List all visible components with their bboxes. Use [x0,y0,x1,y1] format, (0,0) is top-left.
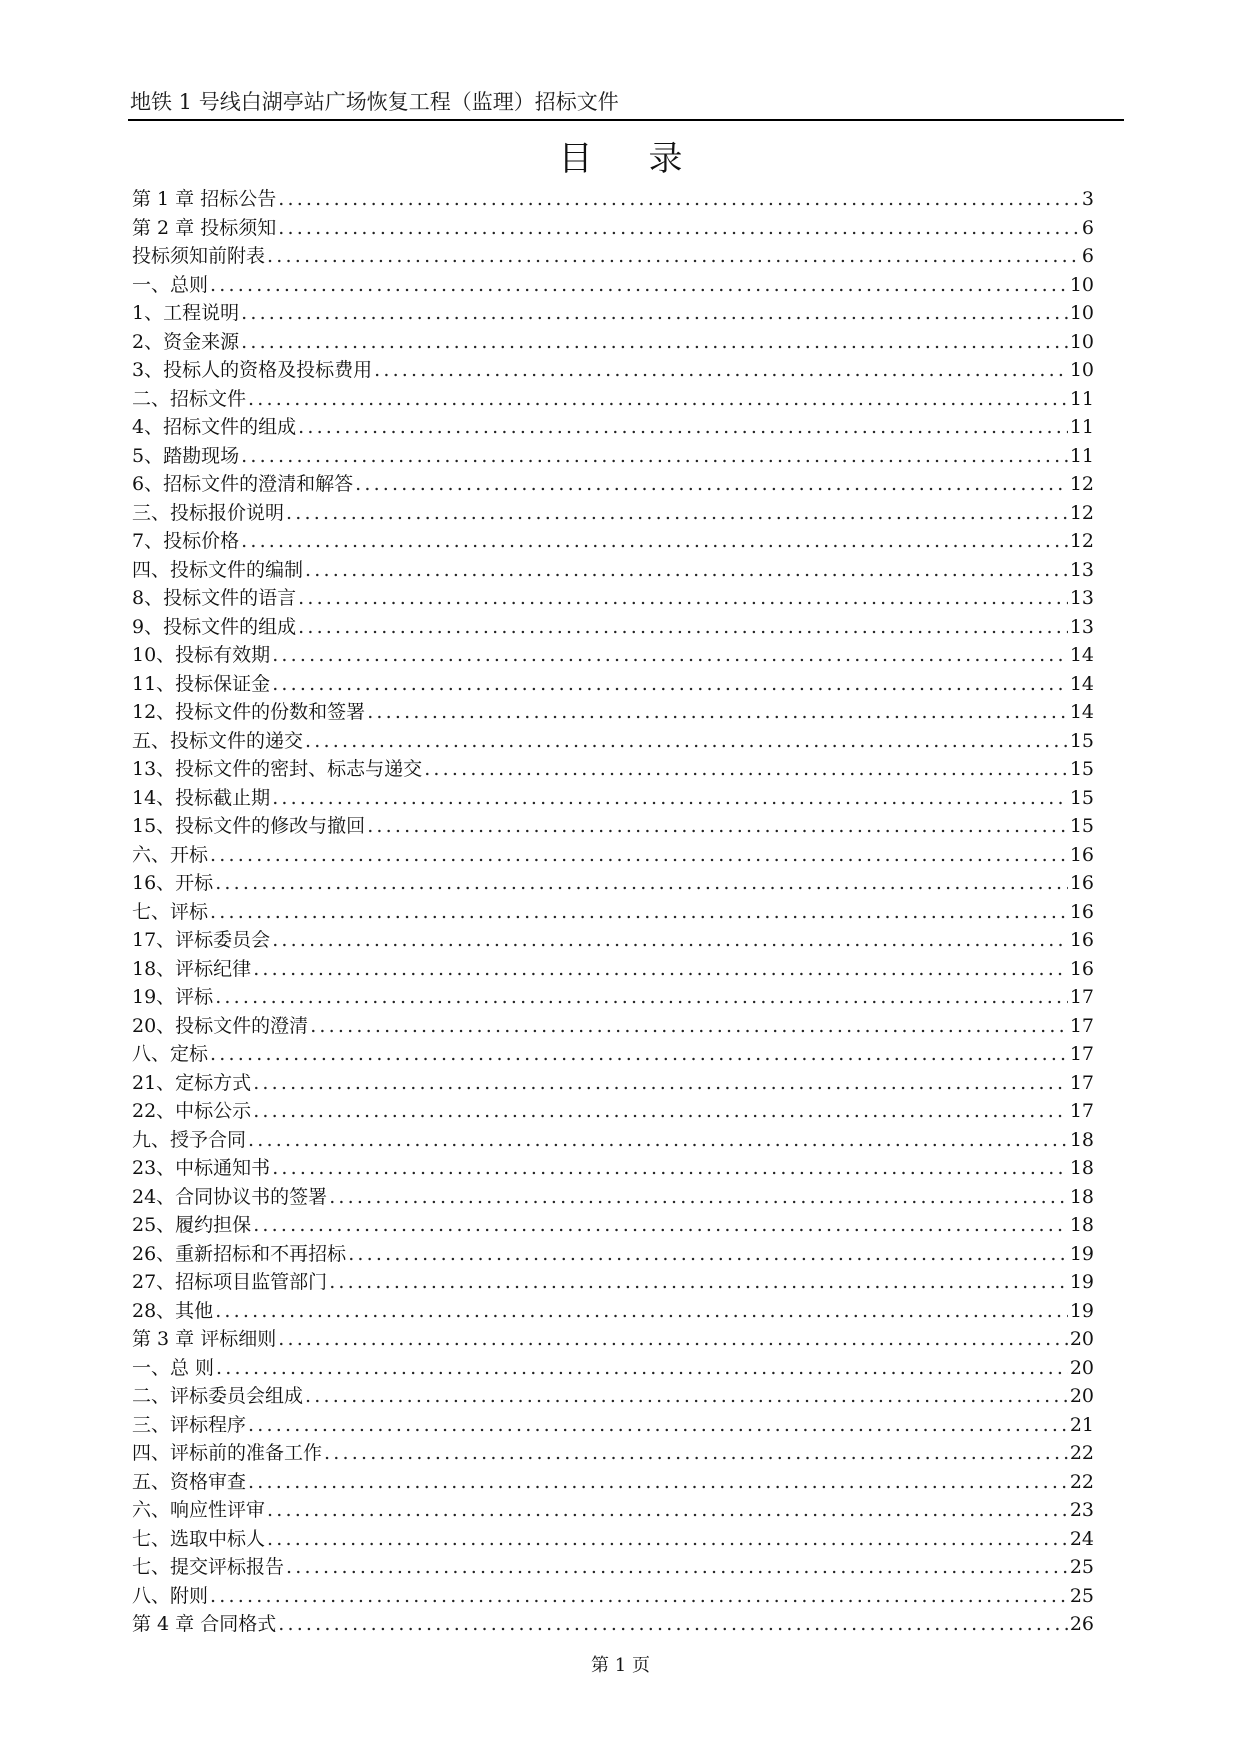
header-divider [128,119,1124,121]
toc-entry-label: 28、其他 [132,1299,214,1322]
toc-entry[interactable] [132,898,1094,927]
toc-entry-page: 20 [1069,1328,1094,1350]
toc-entry-label: 一、总 则 [132,1356,215,1379]
toc-entry-label: 24、合同协议书的签署 [132,1185,328,1208]
toc-entry[interactable] [132,698,1094,727]
toc-entry-label: 投标须知前附表 [132,245,266,267]
toc-leader-dots [239,527,1068,556]
toc-entry[interactable] [132,1325,1094,1354]
toc-entry[interactable] [132,983,1094,1012]
toc-entry[interactable] [132,1468,1094,1497]
toc-leader-dots [239,328,1068,357]
toc-leader-dots [372,356,1068,385]
document-header: 地铁 1 号线白湖亭站广场恢复工程（监理）招标文件 [130,90,619,114]
toc-entry-label: 四、评标前的准备工作 [132,1442,323,1464]
toc-entry-page: 17 [1069,986,1094,1008]
toc-entry[interactable] [132,1012,1094,1041]
toc-entry-page: 16 [1069,929,1094,951]
toc-entry[interactable] [132,1154,1094,1183]
toc-entry-page: 17 [1069,1100,1094,1122]
toc-leader-dots [251,955,1068,984]
toc-entry-label: 五、投标文件的递交 [132,729,304,752]
toc-leader-dots [208,271,1068,300]
toc-entry-label: 6、招标文件的澄清和解答 [132,473,354,495]
toc-entry-label: 六、开标 [132,843,209,866]
toc-entry-page: 15 [1069,758,1094,780]
toc-entry-label: 第 3 章 评标细则 [132,1328,277,1350]
toc-entry-page: 13 [1069,587,1094,609]
toc-leader-dots [213,869,1068,898]
toc-entry-page: 26 [1069,1613,1094,1635]
toc-entry-page: 20 [1069,1385,1094,1407]
toc-entry-page: 12 [1069,501,1094,524]
toc-entry[interactable] [132,955,1094,984]
toc-leader-dots [213,1297,1068,1326]
toc-leader-dots [327,1268,1068,1297]
toc-entry[interactable] [132,926,1094,955]
toc-entry-label: 9、投标文件的组成 [132,615,297,638]
toc-entry-page: 23 [1069,1499,1094,1521]
toc-leader-dots [251,1069,1068,1098]
toc-entry[interactable] [132,1240,1094,1269]
toc-entry-label: 六、响应性评审 [132,1499,266,1521]
toc-entry-page: 18 [1069,1157,1094,1179]
toc-entry-page: 11 [1069,444,1094,467]
toc-entry-label: 27、招标项目监管部门 [132,1271,328,1293]
toc-entry-page: 19 [1069,1242,1094,1265]
toc-entry[interactable] [132,214,1094,243]
toc-entry-label: 第 4 章 合同格式 [132,1613,277,1635]
toc-entry[interactable] [132,385,1094,414]
toc-entry-page: 18 [1069,1214,1094,1236]
toc-entry-page: 17 [1069,1071,1094,1094]
toc-leader-dots [284,1553,1068,1582]
toc-entry-page: 11 [1069,387,1094,410]
toc-entry-label: 12、投标文件的份数和签署 [132,701,366,723]
toc-leader-dots [265,1525,1068,1554]
toc-leader-dots [265,1496,1068,1525]
toc-entry-label: 16、开标 [132,872,214,894]
toc-entry-label: 七、选取中标人 [132,1527,266,1550]
toc-entry-page: 10 [1069,273,1094,296]
toc-entry-page: 15 [1069,729,1094,752]
toc-entry-page: 13 [1069,558,1094,581]
toc-entry-label: 7、投标价格 [132,530,240,552]
toc-entry-page: 21 [1069,1413,1094,1436]
toc-entry[interactable] [132,1382,1094,1411]
toc-entry[interactable] [132,1553,1094,1582]
toc-entry[interactable] [132,1582,1094,1611]
toc-entry[interactable] [132,1496,1094,1525]
toc-leader-dots [276,185,1080,214]
toc-entry-page: 16 [1069,957,1094,980]
toc-entry-page: 6 [1081,245,1094,267]
toc-entry[interactable] [132,1610,1094,1639]
toc-entry-page: 17 [1069,1014,1094,1037]
toc-entry-label: 一、总则 [132,273,209,296]
toc-entry-label: 10、投标有效期 [132,644,271,666]
toc-leader-dots [303,727,1068,756]
toc-entry[interactable] [132,527,1094,556]
toc-leader-dots [308,1012,1068,1041]
toc-entry-label: 20、投标文件的澄清 [132,1014,309,1037]
toc-entry-page: 16 [1069,900,1094,923]
toc-entry-page: 15 [1069,786,1094,809]
toc-entry[interactable] [132,755,1094,784]
toc-leader-dots [303,1382,1068,1411]
toc-entry[interactable] [132,812,1094,841]
toc-leader-dots [270,670,1068,699]
toc-entry[interactable] [132,299,1094,328]
toc-leader-dots [270,784,1068,813]
toc-entry[interactable] [132,1183,1094,1212]
toc-entry-page: 19 [1069,1271,1094,1293]
toc-entry[interactable] [132,1439,1094,1468]
toc-leader-dots [208,1582,1068,1611]
toc-entry-page: 10 [1069,359,1094,381]
toc-entry[interactable] [132,641,1094,670]
toc-entry-page: 11 [1069,416,1094,438]
toc-entry[interactable] [132,841,1094,870]
toc-entry-label: 三、投标报价说明 [132,501,285,524]
toc-leader-dots [213,983,1068,1012]
toc-entry-page: 13 [1069,615,1094,638]
toc-leader-dots [327,1183,1068,1212]
toc-leader-dots [284,499,1068,528]
toc-entry[interactable] [132,727,1094,756]
toc-entry[interactable] [132,670,1094,699]
toc-leader-dots [246,1126,1068,1155]
toc-entry-label: 九、授予合同 [132,1128,247,1151]
toc-leader-dots [276,214,1080,243]
toc-entry[interactable] [132,1097,1094,1126]
toc-entry-page: 18 [1069,1185,1094,1208]
toc-entry[interactable] [132,413,1094,442]
toc-entry[interactable] [132,1354,1094,1383]
toc-entry-label: 四、投标文件的编制 [132,558,304,581]
toc-leader-dots [346,1240,1068,1269]
toc-entry-label: 2、资金来源 [132,330,240,353]
toc-entry-label: 13、投标文件的密封、标志与递交 [132,758,423,780]
toc-entry[interactable] [132,1126,1094,1155]
toc-leader-dots [246,1468,1068,1497]
toc-entry-page: 22 [1069,1442,1094,1464]
toc-leader-dots [303,556,1068,585]
toc-entry-label: 22、中标公示 [132,1100,252,1122]
toc-entry-label: 21、定标方式 [132,1071,252,1094]
toc-leader-dots [270,1154,1068,1183]
toc-leader-dots [270,641,1068,670]
toc-leader-dots [270,926,1068,955]
toc-leader-dots [246,385,1068,414]
toc-entry-page: 14 [1069,672,1094,695]
toc-entry-label: 23、中标通知书 [132,1157,271,1179]
toc-entry-label: 25、履约担保 [132,1214,252,1236]
toc-entry[interactable] [132,584,1094,613]
toc-entry-label: 17、评标委员会 [132,929,271,951]
toc-leader-dots [214,1354,1068,1383]
toc-entry[interactable] [132,328,1094,357]
toc-leader-dots [276,1610,1068,1639]
toc-entry-label: 26、重新招标和不再招标 [132,1242,347,1265]
toc-entry[interactable] [132,613,1094,642]
toc-entry-page: 19 [1069,1299,1094,1322]
toc-entry-page: 6 [1081,216,1094,239]
toc-entry-label: 18、评标纪律 [132,957,252,980]
toc-entry-label: 二、评标委员会组成 [132,1385,304,1407]
toc-entry[interactable] [132,1411,1094,1440]
toc-leader-dots [208,898,1068,927]
toc-entry-label: 第 1 章 招标公告 [132,188,277,210]
toc-entry-label: 七、评标 [132,900,209,923]
toc-leader-dots [422,755,1068,784]
toc-entry-label: 15、投标文件的修改与撤回 [132,815,366,837]
toc-entry[interactable] [132,1525,1094,1554]
toc-entry[interactable] [132,1040,1094,1069]
toc-leader-dots [239,442,1068,471]
toc-leader-dots [208,841,1068,870]
toc-entry-page: 16 [1069,872,1094,894]
toc-entry-page: 10 [1069,302,1094,324]
toc-entry[interactable] [132,356,1094,385]
toc-leader-dots [265,242,1080,271]
toc-entry-page: 3 [1081,188,1094,210]
toc-entry-page: 25 [1069,1584,1094,1607]
toc-entry-page: 16 [1069,843,1094,866]
toc-entry[interactable] [132,784,1094,813]
toc-entry[interactable] [132,185,1094,214]
toc-entry-page: 18 [1069,1128,1094,1151]
toc-entry[interactable] [132,442,1094,471]
toc-leader-dots [246,1411,1068,1440]
toc-entry-label: 1、工程说明 [132,302,240,324]
toc-leader-dots [365,698,1068,727]
toc-entry-page: 12 [1069,530,1094,552]
toc-entry-page: 14 [1069,701,1094,723]
toc-entry-label: 19、评标 [132,986,214,1008]
toc-entry-label: 11、投标保证金 [132,672,271,695]
toc-entry-label: 3、投标人的资格及投标费用 [132,359,373,381]
toc-entry-page: 20 [1069,1356,1094,1379]
toc-entry-label: 八、附则 [132,1584,209,1607]
toc-leader-dots [322,1439,1068,1468]
toc-leader-dots [365,812,1068,841]
toc-entry-label: 4、招标文件的组成 [132,416,297,438]
page-title: 目录 [558,139,739,179]
page-number: 第 1 页 [591,1655,650,1676]
toc-entry-page: 22 [1069,1470,1094,1493]
toc-entry-page: 12 [1069,473,1094,495]
toc-entry-label: 三、评标程序 [132,1413,247,1436]
toc-entry-label: 8、投标文件的语言 [132,587,297,609]
toc-leader-dots [296,413,1068,442]
toc-entry-page: 24 [1069,1527,1094,1550]
toc-leader-dots [208,1040,1068,1069]
toc-entry-label: 第 2 章 投标须知 [132,216,277,239]
toc-entry[interactable] [132,556,1094,585]
toc-entry-page: 25 [1069,1556,1094,1578]
toc-leader-dots [251,1211,1068,1240]
toc-leader-dots [353,470,1068,499]
toc-entry[interactable] [132,470,1094,499]
toc-entry[interactable] [132,242,1094,271]
toc-entry[interactable] [132,499,1094,528]
toc-entry[interactable] [132,1069,1094,1098]
toc-entry[interactable] [132,869,1094,898]
toc-entry-page: 15 [1069,815,1094,837]
toc-entry-page: 14 [1069,644,1094,666]
toc-leader-dots [296,613,1068,642]
toc-entry-label: 五、资格审查 [132,1470,247,1493]
toc-leader-dots [296,584,1068,613]
toc-entry-label: 八、定标 [132,1043,209,1065]
toc-entry-page: 10 [1069,330,1094,353]
toc-entry[interactable] [132,1211,1094,1240]
table-of-contents [132,185,1094,1639]
toc-entry-page: 17 [1069,1043,1094,1065]
toc-entry-label: 七、提交评标报告 [132,1556,285,1578]
toc-leader-dots [251,1097,1068,1126]
toc-entry[interactable] [132,1268,1094,1297]
toc-leader-dots [239,299,1068,328]
toc-leader-dots [276,1325,1068,1354]
toc-entry[interactable] [132,271,1094,300]
toc-entry[interactable] [132,1297,1094,1326]
toc-entry-label: 14、投标截止期 [132,786,271,809]
toc-entry-label: 二、招标文件 [132,387,247,410]
toc-entry-label: 5、踏勘现场 [132,444,240,467]
